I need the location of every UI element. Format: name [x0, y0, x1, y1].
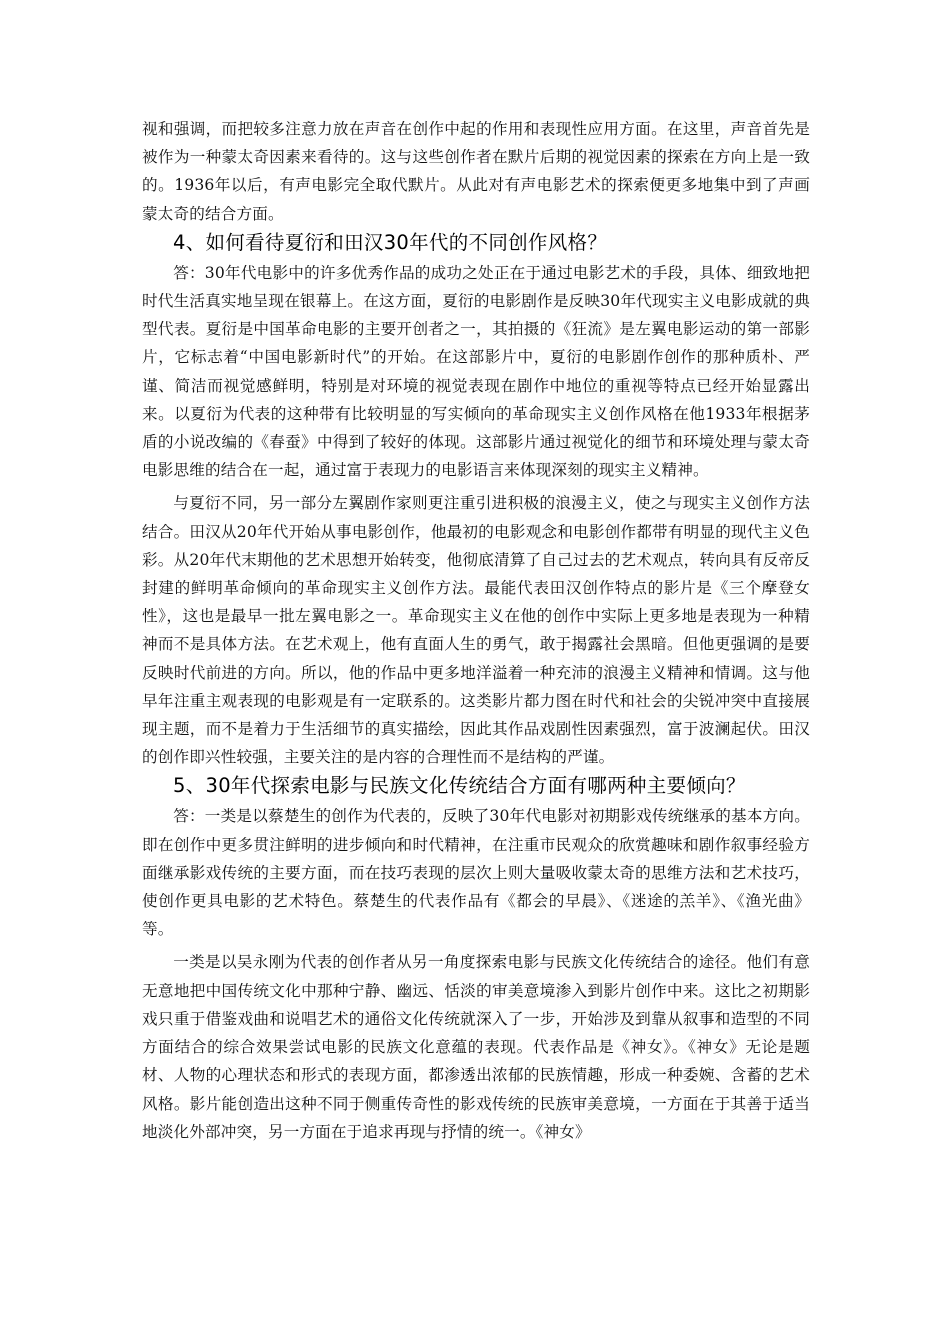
- question-5-heading: 5、30年代探索电影与民族文化传统结合方面有哪两种主要倾向？: [173, 774, 746, 798]
- document-page: [142, 115, 810, 1146]
- question-5-answer-paragraph-1: 答：一类是以蔡楚生的创作为代表的，反映了30年代电影对初期影戏传统继承的基本方向。即在创作中更多贯注鲜明的进步倾向和时代精神，在注重市民观众的欣赏趣味和剧作叙事经验方面继承影戏传统的主要方面，而在技巧表现的层次上则大量吸收蒙太奇的思维方法和艺术技巧，使创作更具电影的艺术特色。蔡楚生的代表作品有《都会的早晨》、《迷途的羔羊》、《渔光曲》等。: [142, 807, 810, 939]
- question-4-answer-paragraph-1: 答：30年代电影中的许多优秀作品的成功之处正在于通过电影艺术的手段，具体、细致地把时代生活真实地呈现在银幕上。在这方面，夏衍的电影剧作是反映30年代现实主义电影成就的典型代表。夏衍是中国革命电影的主要开创者之一，其拍摄的《狂流》是左翼电影运动的第一部影片，它标志着“中国电影新时代”的开始。在这部影片中，夏衍的电影剧作创作的那种质朴、严谨、简洁而视觉感鲜明，特别是对环境的视觉表现在剧作中地位的重视等特点已经开始显露出来。以夏衍为代表的这种带有比较明显的写实倾向的革命现实主义创作风格在他1933年根据茅盾的小说改编的《春蚕》中得到了较好的体现。这部影片通过视觉化的细节和环境处理与蒙太奇电影思维的结合在一起，通过富于表现力的电影语言来体现深刻的现实主义精神。: [142, 263, 810, 480]
- continuation-paragraph: 视和强调，而把较多注意力放在声音在创作中起的作用和表现性应用方面。在这里，声音首先是被作为一种蒙太奇因素来看待的。这与这些创作者在默片后期的视觉因素的探索在方向上是一致的。1936年以后，有声电影完全取代默片。从此对有声电影艺术的探索便更多地集中到了声画蒙太奇的结合方面。: [142, 120, 810, 223]
- question-4-heading: 4、如何看待夏衍和田汉30年代的不同创作风格？: [173, 230, 608, 254]
- question-4-answer-paragraph-2: 与夏衍不同，另一部分左翼剧作家则更注重引进积极的浪漫主义，使之与现实主义创作方法结合。田汉从20年代开始从事电影创作，他最初的电影观念和电影创作都带有明显的现代主义色彩。从20年代末期他的艺术思想开始转变，他彻底清算了自己过去的艺术观点，转向具有反帝反封建的鲜明革命倾向的革命现实主义创作方法。最能代表田汉创作特点的影片是《三个摩登女性》，这也是最早一批左翼电影之一。革命现实主义在他的创作中实际上更多地是表现为一种精神而不是具体方法。在艺术观上，他有直面人生的勇气，敢于揭露社会黑暗。但他更强调的是要反映时代前进的方向。所以，他的作品中更多地洋溢着一种充沛的浪漫主义精神和情调。这与他早年注重主观表现的电影观是有一定联系的。这类影片都力图在时代和社会的尖锐冲突中直接展现主题，而不是着力于生活细节的真实描绘，因此其作品戏剧性因素强烈，富于波澜起伏。田汉的创作即兴性较强，主要关注的是内容的合理性而不是结构的严谨。: [142, 494, 810, 767]
- question-5-answer-paragraph-2: 一类是以吴永刚为代表的创作者从另一角度探索电影与民族文化传统结合的途径。他们有意无意地把中国传统文化中那种宁静、幽远、恬淡的审美意境渗入到影片创作中来。这比之初期影戏只重于借鉴戏曲和说唱艺术的通俗文化传统就深入了一步，开始涉及到靠从叙事和造型的不同方面结合的综合效果尝试电影的民族文化意蕴的表现。代表作品是《神女》。《神女》无论是题材、人物的心理状态和形式的表现方面，都渗透出浓郁的民族情趣，形成一种委婉、含蓄的艺术风格。影片能创造出这种不同于侧重传奇性的影戏传统的民族审美意境，一方面在于其善于适当地淡化外部冲突，另一方面在于追求再现与抒情的统一。《神女》: [142, 953, 810, 1141]
